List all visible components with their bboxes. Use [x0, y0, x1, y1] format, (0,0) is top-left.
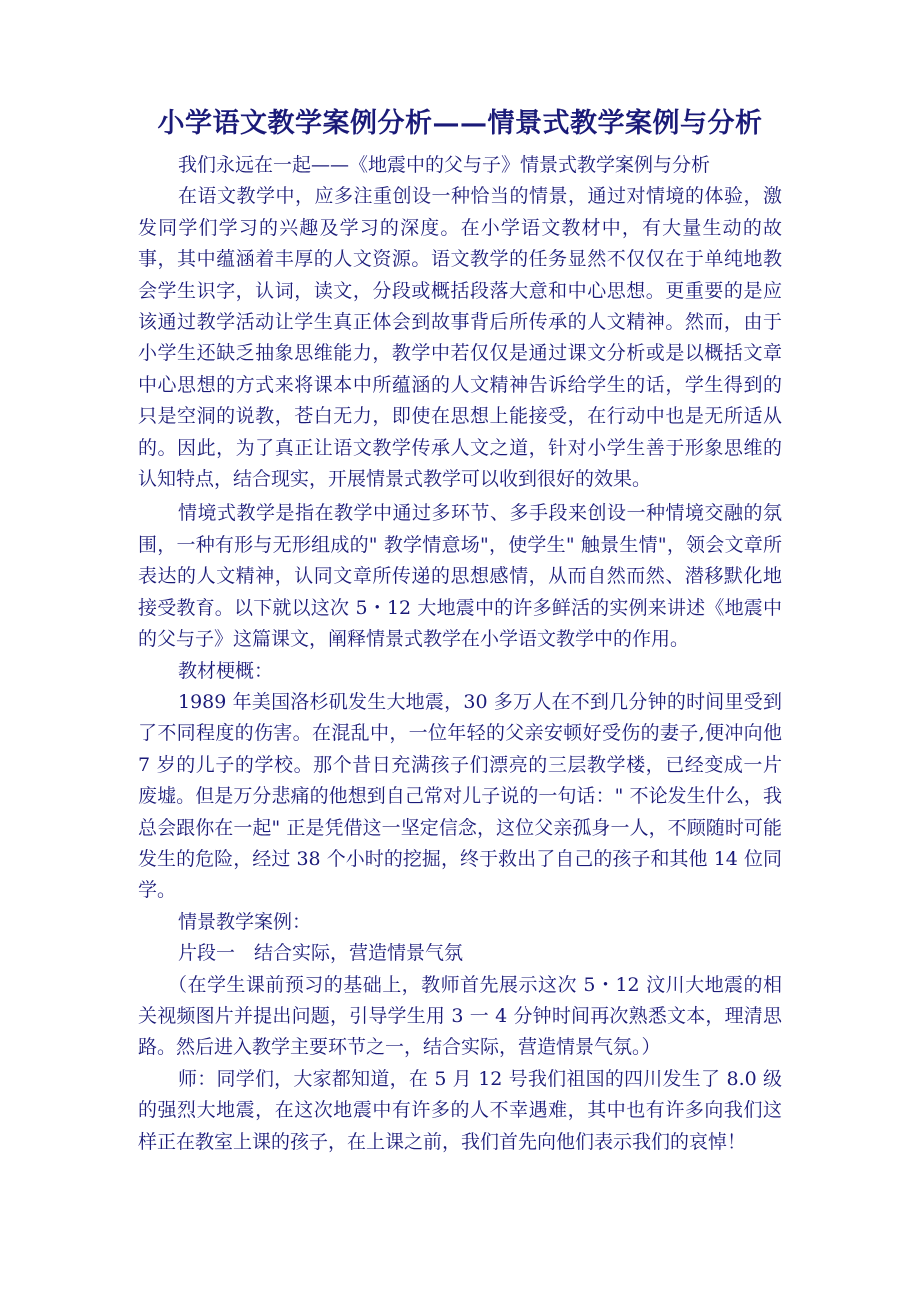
paragraph-segment-note: （在学生课前预习的基础上，教师首先展示这次 5・12 汶川大地震的相关视频图片并提出问题，引导学生用 3 一 4 分钟时间再次熟悉文本，理清思路。然后进入教学主要环节之一，结合实际，营造情景气氛。）	[138, 973, 782, 1059]
heading-material-summary: 教材梗概：	[178, 659, 274, 682]
paragraph-definition: 情境式教学是指在教学中通过多环节、多手段来创设一种情境交融的氛围，一种有形与无形组成的" 教学情意场"，使学生" 触景生情"，领会文章所表达的人文精神，认同文章所传递的思想感情，从而自然而然、潜移默化地接受教育。以下就以这次 5・12 大地震中的许多鲜活的实例来讲述《地震中的父与子》这篇课文，阐释情景式教学在小学语文教学中的作用。	[138, 502, 782, 651]
document-subtitle: 我们永远在一起——《地震中的父与子》情景式教学案例与分析	[178, 154, 711, 176]
document-title: 小学语文教学案例分析——情景式教学案例与分析	[157, 108, 763, 139]
paragraph-story-summary: 1989 年美国洛杉矶发生大地震，30 多万人在不到几分钟的时间里受到了不同程度的伤害。在混乱中，一位年轻的父亲安顿好受伤的妻子,便冲向他 7 岁的儿子的学校。那个昔日充满孩子们漂亮的三层教学楼，已经变成一片废墟。但是万分悲痛的他想到自己常对儿子说的一句话：" 不论发生什么，我总会跟你在一起" 正是凭借这一坚定信念，这位父亲孤身一人，不顾随时可能发生的危险，经过 38 个小时的挖掘，终于救出了自己的孩子和其他 14 位同学。	[138, 690, 782, 902]
heading-segment-one: 片段一 结合实际，营造情景气氛	[178, 942, 464, 965]
heading-teaching-case: 情景教学案例：	[178, 910, 312, 933]
paragraph-intro: 在语文教学中，应多注重创设一种恰当的情景，通过对情境的体验，激发同学们学习的兴趣及学习的深度。在小学语文教材中，有大量生动的故事，其中蕴涵着丰厚的人文资源。语文教学的任务显然不仅仅在于单纯地教会学生识字，认词，读文，分段或概括段落大意和中心思想。更重要的是应该通过教学活动让学生真正体会到故事背后所传承的人文精神。然而，由于小学生还缺乏抽象思维能力，教学中若仅仅是通过课文分析或是以概括文章中心思想的方式来将课本中所蕴涵的人文精神告诉给学生的话，学生得到的只是空洞的说教，苍白无力，即使在思想上能接受，在行动中也是无所适从的。因此，为了真正让语文教学传承人文之道，针对小学生善于形象思维的认知特点，结合现实，开展情景式教学可以收到很好的效果。	[138, 185, 782, 491]
paragraph-teacher-speech: 师：同学们，大家都知道，在 5 月 12 号我们祖国的四川发生了 8.0 级的强烈大地震，在这次地震中有许多的人不幸遇难，其中也有许多向我们这样正在教室上课的孩子，在上课之前，我们首先向他们表示我们的哀悼！	[138, 1067, 782, 1153]
